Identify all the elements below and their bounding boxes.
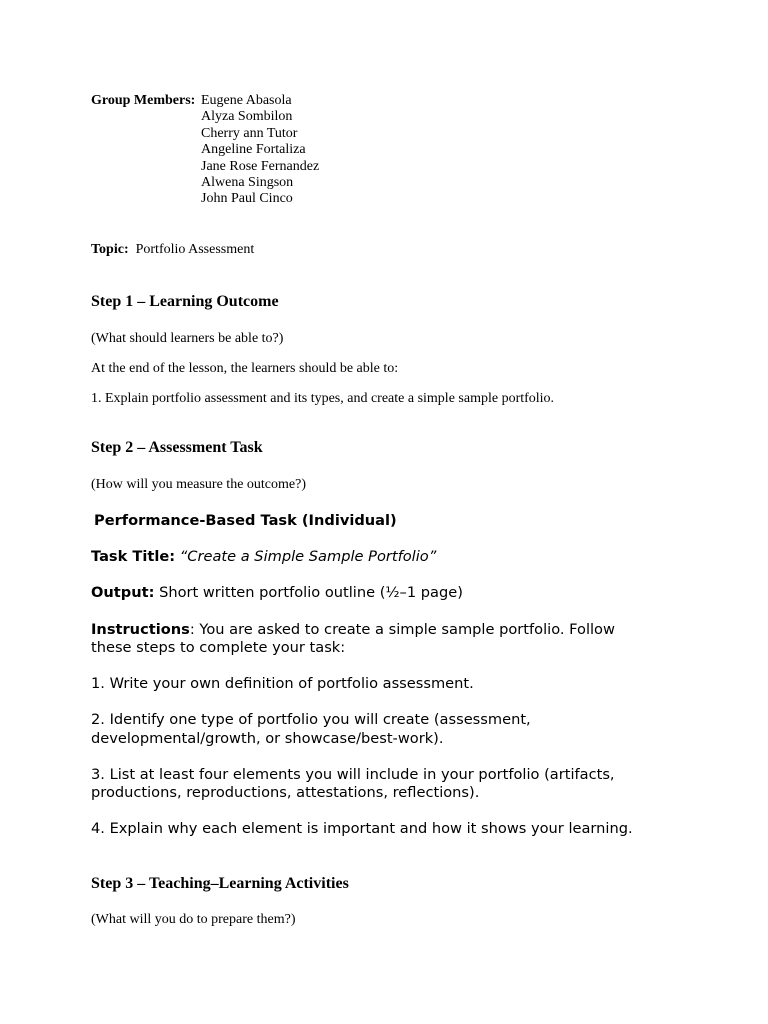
member-name: Angeline Fortaliza [201, 142, 306, 158]
task-type-heading: Performance-Based Task (Individual) [94, 512, 397, 529]
task-step-1: 1. Write your own definition of portfolio assessment. [91, 675, 474, 692]
output-label: Output: [91, 584, 155, 601]
task-step-2: 2. Identify one type of portfolio you will create (assessment, [91, 711, 531, 728]
group-members-list [201, 93, 319, 208]
task-step-4: 4. Explain why each element is important and how it shows your learning. [91, 820, 633, 837]
step1-outcome: 1. Explain portfolio assessment and its types, and create a simple sample portfolio. [91, 391, 555, 406]
step1-question: (What should learners be able to?) [91, 331, 284, 346]
step1-heading: Step 1 – Learning Outcome [91, 293, 279, 310]
output-value: Short written portfolio outline (½–1 page) [159, 584, 463, 601]
instructions-text: : You are asked to create a simple sample portfolio. Follow [189, 621, 615, 638]
step3-question: (What will you do to prepare them?) [91, 912, 296, 927]
task-step-3: 3. List at least four elements you will include in your portfolio (artifacts, [91, 766, 615, 783]
member-name: Cherry ann Tutor [201, 125, 298, 141]
task-step-2-cont: developmental/growth, or showcase/best-work). [91, 730, 444, 747]
instructions-line2: these steps to complete your task: [91, 639, 346, 656]
member-name: Alyza Sombilon [201, 109, 293, 125]
task-title-line [91, 548, 436, 565]
task-title-label: Task Title: [91, 548, 176, 565]
topic-line [91, 242, 254, 258]
task-title-value: “Create a Simple Sample Portfolio” [179, 548, 437, 565]
member-name: Alwena Singson [201, 175, 294, 191]
step1-intro: At the end of the lesson, the learners should be able to: [91, 361, 399, 376]
instructions-line1 [91, 621, 615, 638]
instructions-label: Instructions [91, 621, 190, 638]
step3-heading: Step 3 – Teaching–Learning Activities [91, 875, 349, 892]
topic-value: Portfolio Assessment [135, 242, 255, 257]
task-step-3-cont: productions, reproductions, attestations, reflections). [91, 784, 480, 801]
output-line [91, 584, 463, 601]
topic-label: Topic: [91, 242, 129, 257]
group-members-label: Group Members: [91, 93, 196, 108]
member-name: Eugene Abasola [201, 93, 292, 108]
member-name: John Paul Cinco [201, 191, 293, 207]
member-name: Jane Rose Fernandez [201, 158, 320, 174]
step2-question: (How will you measure the outcome?) [91, 477, 306, 492]
step2-heading: Step 2 – Assessment Task [91, 439, 263, 456]
